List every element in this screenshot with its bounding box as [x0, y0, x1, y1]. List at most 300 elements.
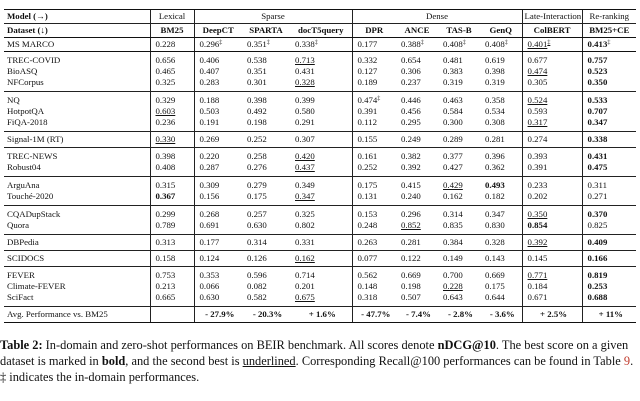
table-row	[4, 191, 636, 206]
cell-value: 0.263	[357, 237, 378, 247]
cell-value: 0.325	[295, 209, 315, 219]
table-cell	[150, 281, 194, 292]
table-cell	[522, 38, 582, 52]
table-cell	[582, 92, 636, 107]
cell-value: 0.300	[443, 117, 463, 127]
table-cell	[150, 132, 194, 148]
column-header-tas-b: TAS-B	[438, 24, 480, 38]
cell-value: 0.677	[527, 55, 548, 65]
table-cell	[582, 162, 636, 177]
table-cell	[242, 106, 290, 117]
table-cell	[480, 206, 522, 221]
table-cell	[522, 281, 582, 292]
table-cell	[150, 206, 194, 221]
cell-value: 0.654	[401, 55, 421, 65]
cell-value: 0.198	[401, 281, 421, 291]
table-cell	[352, 132, 396, 148]
in-domain-marker: ‡	[504, 40, 508, 46]
cell-value: 0.349	[295, 180, 315, 190]
column-header-genq: GenQ	[480, 24, 522, 38]
dataset-name: NFCorpus	[4, 77, 150, 92]
in-domain-marker: ‡	[607, 40, 611, 46]
table-cell	[438, 177, 480, 192]
cell-value: 0.148	[357, 281, 378, 291]
table-cell	[480, 117, 522, 132]
cell-value: 0.274	[527, 134, 548, 144]
column-header-deepct: DeepCT	[194, 24, 242, 38]
cell-value: 0.409	[587, 237, 608, 247]
cell-value: 0.630	[247, 220, 267, 230]
cell-value: 0.158	[155, 253, 176, 263]
cell-value: 0.413	[587, 39, 608, 49]
cell-value: 0.296	[199, 39, 220, 49]
table-cell	[150, 148, 194, 163]
cell-value: 0.313	[155, 237, 176, 247]
table-cell	[480, 52, 522, 67]
table-cell	[582, 235, 636, 251]
table-cell	[150, 77, 194, 92]
cell-value: 0.166	[587, 253, 608, 263]
cell-value: 0.161	[357, 151, 378, 161]
table-cell	[582, 148, 636, 163]
cell-value: 0.189	[357, 77, 378, 87]
table-cell	[194, 106, 242, 117]
table-cell	[438, 307, 480, 323]
table-cell	[438, 52, 480, 67]
table-cell	[438, 66, 480, 77]
cell-value: 0.408	[443, 39, 463, 49]
table-cell	[194, 206, 242, 221]
table-cell	[242, 117, 290, 132]
table-cell	[396, 66, 438, 77]
table-cell	[396, 77, 438, 92]
cell-value: 0.714	[295, 270, 315, 280]
cell-value: 0.835	[443, 220, 463, 230]
cell-value: + 2.5%	[540, 309, 568, 319]
table-row	[4, 162, 636, 177]
table-cell	[522, 220, 582, 235]
cell-value: 0.325	[155, 77, 176, 87]
table-cell	[150, 292, 194, 307]
cell-value: 0.789	[155, 220, 176, 230]
table-cell	[582, 132, 636, 148]
table-reference-link[interactable]: 9	[623, 354, 631, 368]
in-domain-marker: ‡	[420, 40, 424, 46]
cell-value: 0.465	[155, 66, 176, 76]
cell-value: 0.456	[401, 106, 421, 116]
cell-value: 0.358	[485, 95, 505, 105]
cell-value: 0.281	[401, 237, 421, 247]
column-header-bm25-ce: BM25+CE	[582, 24, 636, 38]
table-cell	[150, 106, 194, 117]
table-cell	[150, 162, 194, 177]
table-cell	[522, 132, 582, 148]
dataset-name: BioASQ	[7, 66, 38, 76]
cell-value: 0.318	[357, 292, 378, 302]
cell-value: 0.367	[155, 191, 176, 201]
cell-value: 0.248	[357, 220, 378, 230]
cell-value: 0.771	[527, 270, 548, 280]
cell-value: 0.619	[485, 55, 505, 65]
cell-value: - 2.8%	[448, 309, 473, 319]
cell-value: 0.184	[527, 281, 548, 291]
table-cell	[582, 106, 636, 117]
table-cell	[480, 162, 522, 177]
cell-value: 0.370	[587, 209, 608, 219]
dataset-name: Quora	[4, 220, 150, 235]
table-row	[4, 77, 636, 92]
table-cell	[242, 191, 290, 206]
cell-value: 0.399	[295, 95, 315, 105]
cell-value: 0.331	[295, 237, 315, 247]
cell-value: 0.475	[587, 162, 608, 172]
cell-value: 0.474	[527, 66, 548, 76]
table-cell	[242, 66, 290, 77]
cell-value: 0.252	[247, 134, 267, 144]
cell-value: 0.314	[247, 237, 267, 247]
cell-value: 0.707	[587, 106, 608, 116]
cell-value: 0.593	[527, 106, 548, 116]
column-header-colbert: ColBERT	[522, 24, 582, 38]
table-cell	[290, 132, 352, 148]
table-cell	[438, 235, 480, 251]
dataset-name: Robust04	[4, 162, 150, 177]
table-row	[4, 148, 636, 163]
table-cell	[480, 106, 522, 117]
table-row	[4, 281, 636, 292]
dataset-name: SCIDOCS	[4, 251, 150, 267]
table-cell	[396, 292, 438, 307]
table-cell	[480, 281, 522, 292]
caption-text-2: . The best score on a given dataset is marked in	[0, 338, 629, 368]
table-cell	[194, 191, 242, 206]
cell-value: 0.507	[401, 292, 421, 302]
table-cell	[290, 117, 352, 132]
cell-value: 0.802	[295, 220, 315, 230]
cell-value: 0.534	[485, 106, 505, 116]
table-cell	[290, 66, 352, 77]
table-cell	[396, 106, 438, 117]
cell-value: 0.319	[443, 77, 463, 87]
cell-value: 0.362	[485, 162, 505, 172]
table-cell	[480, 251, 522, 267]
cell-value: 0.328	[295, 77, 315, 87]
cell-value: 0.427	[443, 162, 463, 172]
cell-value: 0.408	[155, 162, 176, 172]
dataset-name: MS MARCO	[4, 38, 150, 52]
results-table	[4, 9, 636, 323]
caption-text-3: , and the second best is	[125, 354, 243, 368]
table-cell	[290, 235, 352, 251]
cell-value: 0.391	[527, 162, 548, 172]
group-header-sparse: Sparse	[194, 10, 352, 24]
table-cell	[352, 251, 396, 267]
cell-value: 0.603	[155, 106, 176, 116]
cell-value: 0.691	[199, 220, 220, 230]
table-cell	[194, 177, 242, 192]
cell-value: 0.279	[247, 180, 267, 190]
cell-value: 0.596	[247, 270, 267, 280]
table-cell	[290, 177, 352, 192]
dataset-name: Climate-FEVER	[7, 281, 66, 291]
cell-value: 0.252	[357, 162, 378, 172]
cell-value: + 1.6%	[308, 309, 336, 319]
cell-value: - 7.4%	[406, 309, 431, 319]
cell-value: 0.228	[443, 281, 463, 291]
dataset-name: ArguAna	[7, 180, 40, 190]
cell-value: 0.830	[485, 220, 505, 230]
table-cell	[352, 162, 396, 177]
table-row	[4, 206, 636, 221]
table-cell	[396, 267, 438, 282]
cell-value: 0.182	[485, 191, 505, 201]
table-cell	[396, 235, 438, 251]
cell-value: 0.131	[357, 191, 378, 201]
dataset-name: CQADupStack	[7, 209, 61, 219]
cell-value: 0.276	[247, 162, 267, 172]
table-cell	[582, 267, 636, 282]
dataset-name: TREC-NEWS	[7, 151, 58, 161]
table-cell	[396, 307, 438, 323]
table-row	[4, 132, 636, 148]
table-cell	[352, 77, 396, 92]
table-cell	[396, 206, 438, 221]
table-cell	[352, 206, 396, 221]
cell-value: 0.317	[527, 117, 548, 127]
table-cell	[480, 177, 522, 192]
cell-value: 0.463	[443, 95, 463, 105]
cell-value: 0.398	[485, 66, 505, 76]
cell-value: 0.306	[401, 66, 421, 76]
cell-value: 0.237	[401, 77, 421, 87]
cell-value: 0.328	[485, 237, 505, 247]
cell-value: 0.311	[587, 180, 608, 190]
cell-value: 0.854	[527, 220, 548, 230]
table-cell	[480, 267, 522, 282]
table-cell	[150, 117, 194, 132]
table-cell	[582, 206, 636, 221]
dataset-name: SciFact	[4, 292, 150, 307]
group-header-late-interaction: Late-Interaction	[522, 10, 582, 24]
table-row	[4, 52, 636, 67]
table-cell	[582, 66, 636, 77]
table-cell	[352, 177, 396, 192]
group-header-re-ranking: Re-ranking	[582, 10, 636, 24]
table-cell	[242, 148, 290, 163]
table-cell	[242, 38, 290, 52]
table-cell	[194, 38, 242, 52]
cell-value: 0.122	[401, 253, 421, 263]
cell-value: 0.819	[587, 270, 608, 280]
table-cell	[522, 148, 582, 163]
cell-value: 0.852	[401, 220, 421, 230]
table-cell	[522, 292, 582, 307]
cell-value: 0.656	[155, 55, 176, 65]
table-cell	[352, 191, 396, 206]
table-cell	[438, 106, 480, 117]
table-cell	[396, 148, 438, 163]
table-cell	[582, 77, 636, 92]
table-cell	[396, 251, 438, 267]
cell-value: 0.233	[527, 180, 548, 190]
table-cell	[242, 292, 290, 307]
column-header-ance: ANCE	[396, 24, 438, 38]
cell-value: 0.299	[155, 209, 176, 219]
cell-value: 0.338	[587, 134, 608, 144]
cell-value: 0.415	[401, 180, 421, 190]
cell-value: 0.175	[485, 281, 505, 291]
cell-value: - 47.7%	[361, 309, 391, 319]
cell-value: 0.315	[155, 180, 176, 190]
cell-value: 0.162	[295, 253, 315, 263]
table-cell	[582, 191, 636, 206]
table-cell	[242, 162, 290, 177]
cell-value: 0.287	[199, 162, 220, 172]
cell-value: 0.213	[155, 281, 176, 291]
caption-text-4: . Corresponding Recall@100 performances can be found in Table	[295, 354, 624, 368]
cell-value: 0.688	[587, 292, 608, 302]
cell-value: 0.347	[587, 117, 608, 127]
table-cell	[522, 267, 582, 282]
table-cell	[480, 235, 522, 251]
table-cell	[290, 267, 352, 282]
table-cell	[150, 52, 194, 67]
table-cell	[194, 292, 242, 307]
cell-value: 0.330	[155, 134, 176, 144]
cell-value: 0.191	[199, 117, 220, 127]
cell-value: 0.669	[485, 270, 505, 280]
table-cell	[352, 235, 396, 251]
cell-value: 0.384	[443, 237, 463, 247]
in-domain-marker: ‡	[314, 40, 318, 46]
table-cell	[150, 307, 194, 323]
cell-value: 0.249	[401, 134, 421, 144]
cell-value: - 27.9%	[205, 309, 235, 319]
table-cell	[582, 220, 636, 235]
cell-value: 0.665	[155, 292, 176, 302]
cell-value: 0.257	[247, 209, 267, 219]
table-cell	[242, 281, 290, 292]
cell-value: 0.350	[527, 209, 548, 219]
cell-value: 0.353	[199, 270, 220, 280]
cell-value: 0.281	[485, 134, 505, 144]
column-header-dpr: DPR	[352, 24, 396, 38]
cell-value: 0.236	[155, 117, 176, 127]
cell-value: 0.437	[295, 162, 315, 172]
table-cell	[352, 117, 396, 132]
cell-value: 0.407	[199, 66, 220, 76]
cell-value: 0.149	[443, 253, 463, 263]
in-domain-marker: ‡	[462, 40, 466, 46]
cell-value: 0.296	[401, 209, 421, 219]
cell-value: 0.338	[295, 39, 315, 49]
table-cell	[290, 220, 352, 235]
table-cell	[352, 148, 396, 163]
table-cell	[150, 66, 194, 77]
cell-value: 0.503	[199, 106, 220, 116]
table-cell	[396, 38, 438, 52]
table-cell	[438, 148, 480, 163]
cell-value: 0.713	[295, 55, 315, 65]
column-header-bm25: BM25	[150, 24, 194, 38]
table-cell	[352, 292, 396, 307]
cell-value: 0.431	[295, 66, 315, 76]
cell-value: 0.289	[443, 134, 463, 144]
in-domain-marker: ‡	[547, 40, 551, 46]
caption-text-5: . ‡ indicates the in-domain performances.	[0, 354, 634, 384]
table-cell	[242, 220, 290, 235]
table-cell	[194, 162, 242, 177]
cell-value: 0.351	[247, 39, 267, 49]
table-cell	[438, 92, 480, 107]
table-row	[4, 92, 636, 107]
header-row-groups	[4, 10, 636, 24]
dataset-name: FEVER	[7, 270, 35, 280]
cell-value: 0.524	[527, 95, 548, 105]
cell-value: 0.188	[199, 95, 220, 105]
dataset-name: Touché-2020	[4, 191, 150, 206]
cell-value: 0.523	[587, 66, 608, 76]
table-cell	[150, 267, 194, 282]
cell-value: 0.538	[247, 55, 267, 65]
table-cell	[150, 38, 194, 52]
table-cell	[194, 267, 242, 282]
cell-value: 0.669	[401, 270, 421, 280]
cell-value: 0.332	[357, 55, 378, 65]
table-cell	[438, 38, 480, 52]
table-cell	[396, 220, 438, 235]
cell-value: 0.307	[295, 134, 315, 144]
table-cell	[352, 267, 396, 282]
cell-value: 0.420	[295, 151, 315, 161]
table-cell	[522, 162, 582, 177]
table-cell	[352, 106, 396, 117]
cell-value: 0.309	[199, 180, 220, 190]
cell-value: 0.392	[401, 162, 421, 172]
table-cell	[290, 191, 352, 206]
table-cell	[352, 220, 396, 235]
table-cell	[396, 281, 438, 292]
cell-value: 0.393	[527, 151, 548, 161]
table-cell	[480, 148, 522, 163]
table-cell	[352, 307, 396, 323]
cell-value: 0.398	[155, 151, 176, 161]
cell-value: 0.124	[199, 253, 220, 263]
cell-value: 0.220	[199, 151, 220, 161]
cell-value: 0.643	[443, 292, 463, 302]
table-row	[4, 235, 636, 251]
cell-value: 0.401	[527, 39, 548, 49]
table-cell	[522, 235, 582, 251]
cell-value: 0.253	[587, 281, 608, 291]
table-cell	[290, 77, 352, 92]
cell-value: 0.347	[485, 209, 505, 219]
table-cell	[582, 177, 636, 192]
table-cell	[290, 38, 352, 52]
table-cell	[290, 281, 352, 292]
dataset-name: NQ	[7, 95, 20, 105]
table-cell	[438, 206, 480, 221]
table-cell	[194, 77, 242, 92]
cell-value: 0.388	[401, 39, 421, 49]
caption-bold-word: bold	[101, 354, 126, 368]
table-cell	[290, 206, 352, 221]
cell-value: - 20.3%	[252, 309, 283, 319]
cell-value: 0.175	[357, 180, 378, 190]
header-row-models	[4, 24, 636, 38]
caption-label: Table 2:	[0, 338, 43, 352]
table-row	[4, 267, 636, 282]
